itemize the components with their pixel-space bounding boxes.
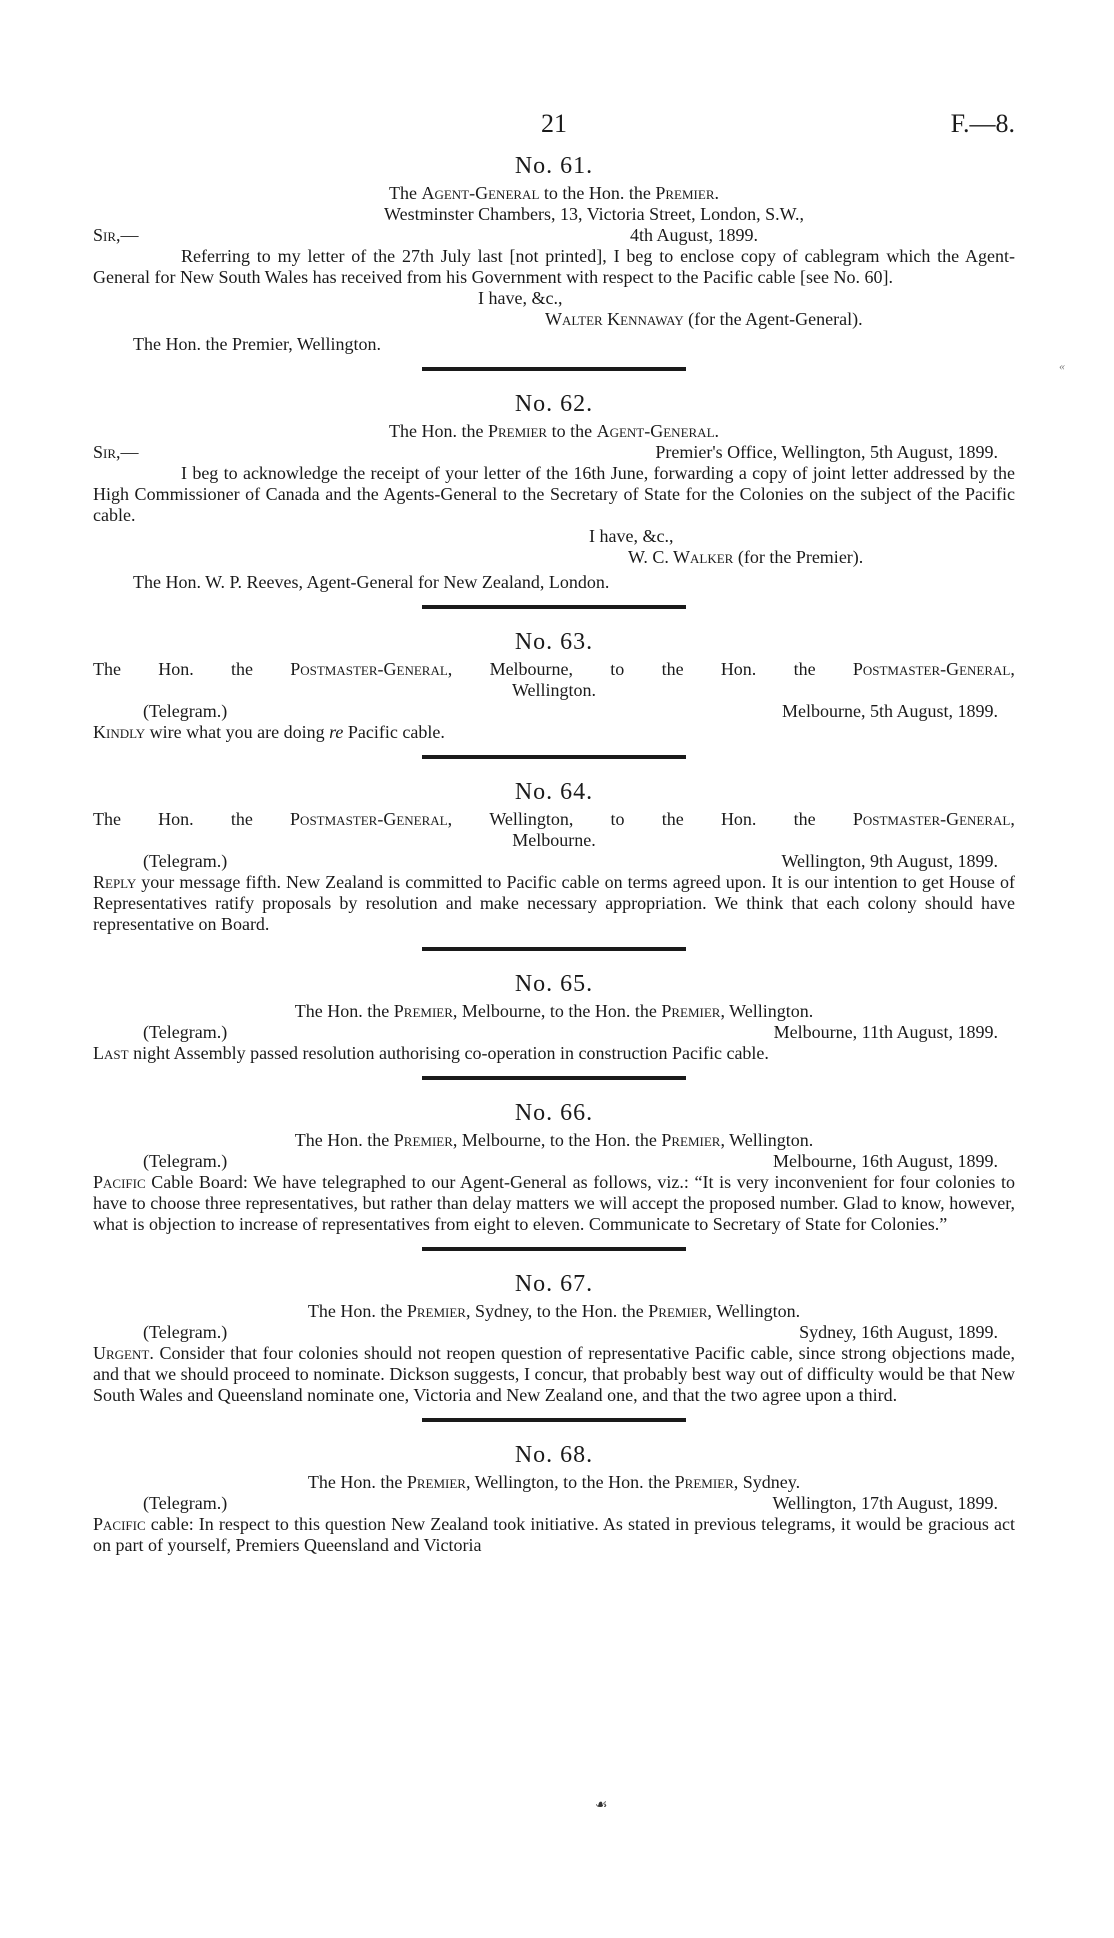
salutation: Sir,—: [93, 442, 139, 462]
telegram-from-line: The Hon. the Postmaster-General, Wellington, to the Hon. the Postmaster-General,: [93, 809, 1015, 829]
section-number: No. 61.: [514, 153, 594, 179]
telegram-header: [93, 851, 1015, 872]
closing: I have, &c.,: [478, 288, 563, 308]
telegram-label: (Telegram.): [143, 851, 228, 871]
telegram-label: (Telegram.): [143, 1022, 228, 1042]
telegram-body: Kindly wire what you are doing re Pacific cable.: [93, 722, 445, 742]
section-number: No. 67.: [514, 1271, 594, 1297]
section-divider: [422, 605, 686, 609]
letter-address-date: Premier's Office, Wellington, 5th August, 1899.: [655, 442, 998, 462]
section-no-67: [93, 1267, 1015, 1422]
section-number: No. 63.: [514, 629, 594, 655]
document-page: [93, 105, 1015, 1556]
section-caption: The Hon. the Premier, Sydney, to the Hon. the Premier, Wellington.: [307, 1301, 801, 1321]
section-caption: The Hon. the Premier to the Agent-General.: [388, 421, 720, 441]
telegram-from-continued: Melbourne.: [512, 830, 596, 850]
section-number: No. 66.: [514, 1100, 594, 1126]
section-caption: The Hon. the Premier, Wellington, to the Hon. the Premier, Sydney.: [307, 1472, 801, 1492]
telegram-header: [93, 1322, 1015, 1343]
telegram-body: Urgent. Consider that four colonies should not reopen question of representative Pacific cable, since strong objections made, and that we should proceed to nominate. Dickson suggests, I concur, that probably best way out of difficulty would be that New South Wales and Queensland nominate one, Victoria and New Zealand one, and that the two agree upon a third.: [93, 1343, 1015, 1405]
section-caption: The Hon. the Premier, Melbourne, to the Hon. the Premier, Wellington.: [294, 1001, 814, 1021]
section-no-68: [93, 1438, 1015, 1556]
section-divider: [422, 1076, 686, 1080]
section-divider: [422, 1418, 686, 1422]
section-no-61: [93, 149, 1015, 371]
sender-address: Westminster Chambers, 13, Victoria Street, London, S.W.,: [384, 204, 804, 224]
telegram-header: [93, 701, 1015, 722]
signature: W. C. Walker (for the Premier).: [628, 547, 864, 567]
document-reference: F.—8.: [950, 109, 1015, 138]
telegram-date: Melbourne, 5th August, 1899.: [782, 701, 998, 721]
section-no-64: [93, 775, 1015, 951]
telegram-body: Last night Assembly passed resolution authorising co-operation in construction Pacific cable.: [93, 1043, 769, 1063]
telegram-header: [93, 1151, 1015, 1172]
telegram-date: Melbourne, 11th August, 1899.: [773, 1022, 998, 1042]
telegram-label: (Telegram.): [143, 1322, 228, 1342]
section-number: No. 68.: [514, 1442, 594, 1468]
telegram-date: Wellington, 9th August, 1899.: [781, 851, 998, 871]
section-no-66: [93, 1096, 1015, 1251]
telegram-header: [93, 1493, 1015, 1514]
section-caption: The Hon. the Premier, Melbourne, to the Hon. the Premier, Wellington.: [294, 1130, 814, 1150]
salutation: Sir,—: [93, 225, 139, 245]
telegram-label: (Telegram.): [143, 1151, 228, 1171]
section-divider: [422, 947, 686, 951]
addressee: The Hon. the Premier, Wellington.: [133, 334, 381, 354]
telegram-from-line: The Hon. the Postmaster-General, Melbourne, to the Hon. the Postmaster-General,: [93, 659, 1015, 679]
margin-mark: «: [1059, 359, 1065, 373]
section-number: No. 62.: [514, 391, 594, 417]
signature: Walter Kennaway (for the Agent-General).: [545, 309, 863, 329]
telegram-body: Pacific Cable Board: We have telegraphed to our Agent-General as follows, viz.: “It is very inconvenient for four colonies to have to choose three representatives, but rather than delay matters we will accept the proposed number. Glad to know, however, what is objection to increase of representatives from eight to eleven. Communicate to Secretary of State for Colonies.”: [93, 1172, 1015, 1234]
telegram-date: Sydney, 16th August, 1899.: [799, 1322, 998, 1342]
addressee: The Hon. W. P. Reeves, Agent-General for New Zealand, London.: [133, 572, 610, 592]
telegram-body: Pacific cable: In respect to this question New Zealand took initiative. As stated in previous telegrams, it would be gracious act on part of yourself, Premiers Queensland and Victoria: [93, 1514, 1015, 1555]
closing: I have, &c.,: [589, 526, 674, 546]
telegram-from-continued: Wellington.: [511, 680, 597, 700]
telegram-date: Melbourne, 16th August, 1899.: [773, 1151, 998, 1171]
letter-body: I beg to acknowledge the receipt of your letter of the 16th June, forwarding a copy of joint letter addressed by the High Commissioner of Canada and the Agents-General to the Secretary of State for the Colonies on the subject of the Pacific cable.: [93, 463, 1015, 525]
letter-body: Referring to my letter of the 27th July last [not printed], I beg to enclose copy of cablegram which the Agent-General for New South Wales has received from his Government with respect to the Pacific cable [see No. 60].: [93, 246, 1015, 287]
section-divider: [422, 367, 686, 371]
section-no-62: [93, 387, 1015, 609]
letter-date: 4th August, 1899.: [629, 225, 758, 245]
telegram-header: [93, 1022, 1015, 1043]
section-no-63: [93, 625, 1015, 759]
section-no-65: [93, 967, 1015, 1080]
footer-ornament-icon: ☙: [595, 1798, 608, 1813]
telegram-label: (Telegram.): [143, 1493, 228, 1513]
section-number: No. 64.: [514, 779, 594, 805]
salutation-row: [93, 442, 1015, 463]
salutation-row: [93, 225, 1015, 246]
telegram-label: (Telegram.): [143, 701, 228, 721]
telegram-body: Reply your message fifth. New Zealand is committed to Pacific cable on terms agreed upon. It is our intention to get House of Representatives ratify proposals by resolution and make necessary appropriation. We think that each colony should have representative on Board.: [93, 872, 1015, 934]
telegram-date: Wellington, 17th August, 1899.: [772, 1493, 998, 1513]
section-caption: The Agent-General to the Hon. the Premier.: [388, 183, 719, 203]
page-number: 21: [541, 109, 567, 138]
section-divider: [422, 1247, 686, 1251]
section-divider: [422, 755, 686, 759]
page-header: [93, 105, 1015, 149]
section-number: No. 65.: [514, 971, 594, 997]
